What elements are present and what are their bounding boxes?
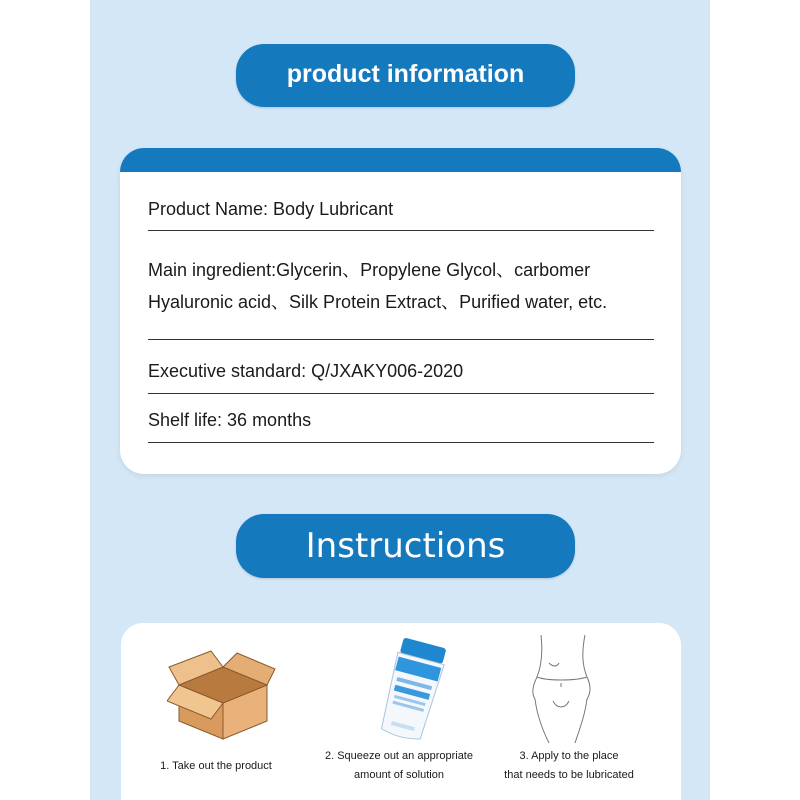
divider: [148, 442, 654, 443]
step-2-label: 2. Squeeze out an appropriate amount of solution: [324, 750, 473, 781]
step-1-label: 1. Take out the product: [160, 760, 272, 772]
divider: [148, 339, 654, 340]
instructions-header: Instructions: [236, 514, 575, 578]
ingredient-line-1: Main ingredient:Glycerin、Propylene Glycol、carbomer: [148, 260, 591, 280]
body-outline-icon: [527, 633, 597, 745]
executive-standard: Executive standard: Q/JXAKY006-2020: [148, 361, 464, 381]
lubricant-tube-icon: [366, 637, 456, 747]
shelf-life: Shelf life: 36 months: [148, 410, 312, 430]
step-3-label: 3. Apply to the place that needs to be lubricated: [504, 750, 634, 781]
instructions-card: [121, 623, 681, 800]
card-header-band: [120, 148, 681, 172]
ingredient-line-2: Hyaluronic acid、Silk Protein Extract、Purified water, etc.: [148, 292, 608, 312]
product-info-card: [120, 148, 681, 474]
divider: [148, 393, 654, 394]
product-name: Product Name: Body Lubricant: [148, 199, 394, 219]
cardboard-box-icon: [167, 649, 277, 741]
product-information-header: product information: [236, 44, 575, 107]
divider: [148, 230, 654, 231]
